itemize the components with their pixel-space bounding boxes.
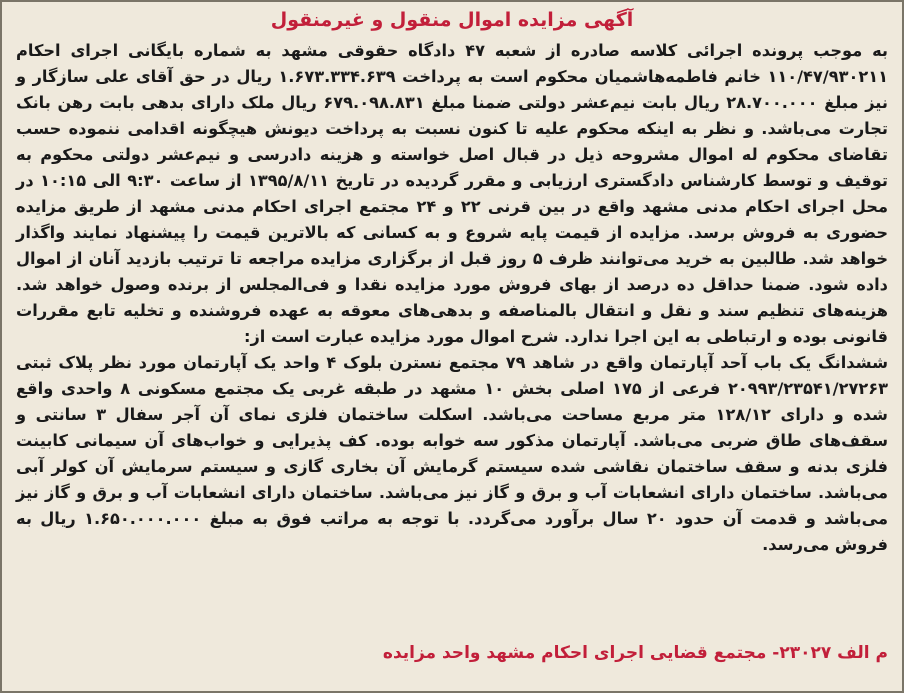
notice-title: آگهی مزایده اموال منقول و غیرمنقول [270,9,634,31]
notice-footer: م الف ۲۳۰۲۷- مجتمع قضایی اجرای احکام مشهد واحد مزایده [382,643,888,663]
notice-paragraph-property: ششدانگ یک باب آحد آپارتمان واقع در شاهد ۷۹ مجتمع نسترن بلوک ۴ واحد یک آپارتمان مورد نظر پلاک ثبتی ۲۰۹۹۳/۲۳۵۴۱/۲۷۲۶۳ فرعی از ۱۷۵ اصلی بخش ۱۰ مشهد در طبقه غربی یک مجتمع مسکونی ۸ واحدی واقع شده و دارای ۱۲۸/۱۲ متر مربع مساحت می‌باشد. اسکلت ساختمان فلزی نمای آن آجر سفال ۳ سانتی و سقف‌های طاق ضربی می‌باشد. آپارتمان مذکور سه خوابه بوده. کف پذیرایی و خواب‌های آن سیمانی کابینت فلزی بدنه و سقف ساختمان نقاشی شده سیستم گرمایش آن بخاری گازی و سیستم سرمایش آن کولر آبی می‌باشد. ساختمان دارای انشعابات آب و برق و گاز نیز می‌باشد. ساختمان دارای انشعابات آب و برق و گاز نیز می‌باشد و قدمت آن حدود ۲۰ سال برآورد می‌گردد. با توجه به مراتب فوق به مبلغ ۱.۶۵۰.۰۰۰.۰۰۰ ریال به فروش می‌رسد. [16,353,889,554]
notice-paragraph-main: به موجب پرونده اجرائی کلاسه صادره از شعبه ۴۷ دادگاه حقوقی مشهد به شماره بایگانی اجرای احکام ۱۱۰/۴۷/۹۳۰۲۱۱ خانم فاطمه‌هاشمیان محکوم است به پرداخت ۱.۶۷۳.۳۳۴.۶۳۹ ریال در حق آقای علی سازگار و نیز مبلغ ۲۸.۷۰۰.۰۰۰ ریال بابت نیم‌عشر دولتی ضمنا مبلغ ۶۷۹.۰۹۸.۸۳۱ ریال ملک دارای بدهی بابت رهن بانک تجارت می‌باشد. و نظر به اینکه محکوم علیه تا کنون نسبت به پرداخت دیونش هیچگونه اقدامی ننموده حسب تقاضای محکوم له اموال مشروحه ذیل در قبال اصل خواسته و هزینه دادرسی و نیم‌عشر دولتی محکوم به توقیف و توسط کارشناس دادگستری ارزیابی و مقرر گردیده در تاریخ ۱۳۹۵/۸/۱۱ از ساعت ۹:۳۰ الی ۱۰:۱۵ در محل اجرای احکام مدنی مشهد واقع در بین قرنی ۲۲ و ۲۴ مجتمع اجرای احکام مدنی مشهد از طریق مزایده حضوری به فروش برسد. مزایده از قیمت پایه شروع و به کسانی که بالاترین قیمت را پیشنهاد نمایند واگذار خواهد شد. طالبین به خرید می‌توانند ظرف ۵ روز قبل از برگزاری مزایده مراجعه تا ترتیب بازدید آنان از اموال داده شود. ضمنا حداقل ده درصد از بهای فروش مورد مزایده نقدا و فی‌المجلس از برنده وصول خواهد شد. هزینه‌های تنظیم سند و نقل و انتقال بالمناصفه و بدهی‌های معوقه به عهده فروشنده و تخلیه تابع مقررات قانونی بوده و ارتباطی به این اجرا ندارد. شرح اموال مورد مزایده عبارت است از: [16,41,889,346]
